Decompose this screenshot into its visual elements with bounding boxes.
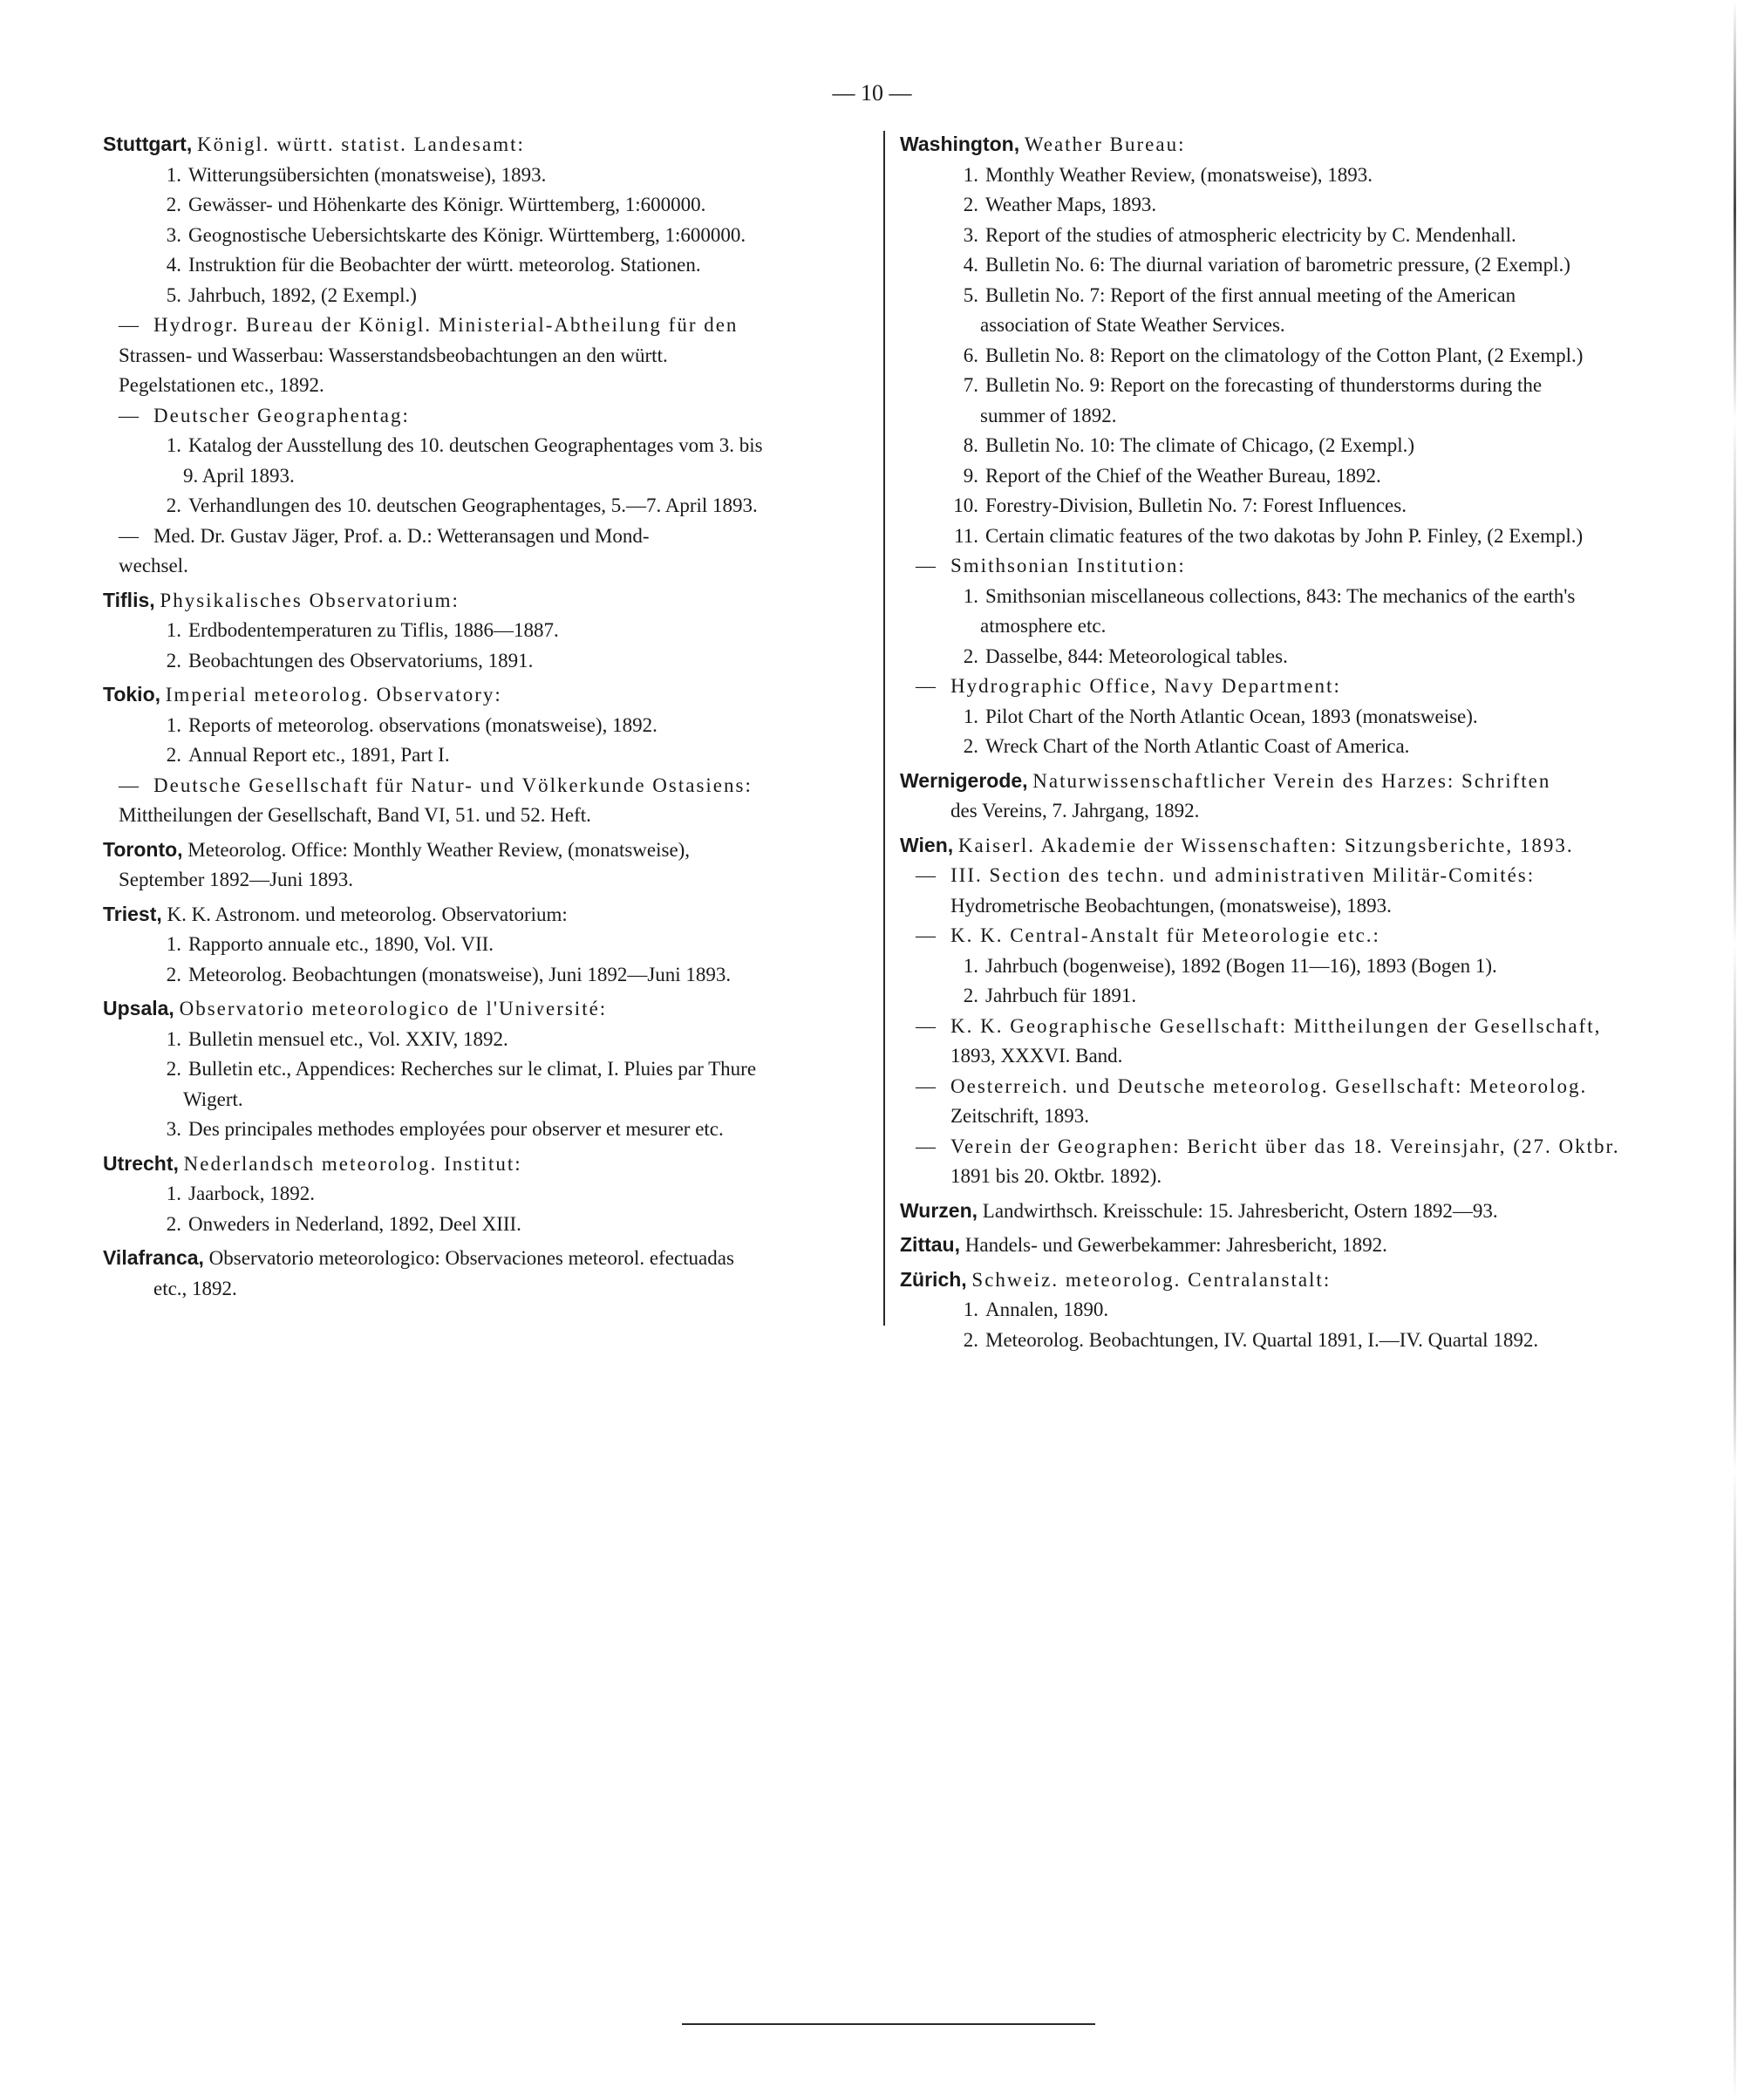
list-item: Bulletin mensuel etc., Vol. XXIV, 1892. [188,1027,508,1050]
list-item: Smithsonian miscellaneous collections, 843: The mechanics of the earth's [985,584,1576,607]
city-name: Upsala, [103,997,174,1019]
entry-upsala: Upsala, Observatorio meteorologico de l'Université: 1. Bulletin mensuel etc., Vol. XXIV, 1892. 2. Bulletin etc., Appendices: Recherches sur le climat, I. Pluies par Thure Wigert. 3. Des principales methodes employées pour observer et mesurer etc. [103,997,757,1140]
sub-entry-ostasien: — Deutsche Gesellschaft für Natur- und Völkerkunde Ostasiens: [119,774,753,796]
list-item: Katalog der Ausstellung des 10. deutschen Geographentages vom 3. bis [188,434,763,456]
list-item: Pilot Chart of the North Atlantic Ocean, 1893 (monatsweise). [985,705,1478,727]
sub-entry-hydrographic-office: — Hydrographic Office, Navy Department: [916,675,1341,697]
entry-washington: Washington, Weather Bureau: 1. Monthly Weather Review, (monatsweise), 1893. 2. Weather Maps, 1893. 3. Report of the studies of atmospheric electricity by C. Mendenhall. 4. Bulletin No. 6: The diurnal variation of barometric pressure, (2 Exempl.) 5. Bulletin No. 7: Report of the first annual meeting of the American association of State Weather Services. 6. Bulletin No. 8: Report on the climatology of the Cotton Plant, (2 Exempl.) 7. Bulletin No. 9: Report on the forecasting of thunderstorms during the summer of 1892. 8. Bulletin No. 10: The climate of Chicago, (2 Exempl.) 9. Report of the Chief of the Weather Bureau, 1892. 10. Forestry-Division, Bulletin No. 7: Forest Influences. 11. Certain climatic features of the two dakotas by John P. Finley, (2 Exempl.) — Smithsonian Institution: 1. Smithsonian miscellaneous collections, 843: The mechanics of the earth's atmosphere etc. 2. Dasselbe, 844: Meteorological tables. — Hydrographic Office, Navy Department: 1. Pilot Chart of the North Atlantic Ocean, 1893 (monatsweise). 2. Wreck Chart of the North Atlantic Coast of America. [900,129,1667,762]
sub-entry-meteorolog-gesellschaft: — Oesterreich. und Deutsche meteorolog. Gesellschaft: Meteorolog. [916,1074,1588,1097]
scan-edge [1734,0,1736,2100]
city-name: Utrecht, [103,1151,179,1175]
entry-wernigerode: Wernigerode, Naturwissenschaftlicher Verein des Harzes: Schriften des Vereins, 7. Jahrgang, 1892. [900,768,1551,822]
list-item: Annalen, 1890. [985,1299,1109,1320]
column-divider [883,131,885,1326]
list-item: Reports of meteorolog. observations (monatsweise), 1892. [188,713,657,736]
city-name: Tiflis, [103,588,155,611]
city-name: Toronto, [103,837,183,861]
list-item: Beobachtungen des Observatoriums, 1891. [188,649,534,672]
list-item: Bulletin No. 7: Report of the first annual meeting of the American [985,283,1516,306]
entry-stuttgart: Stuttgart, Königl. württ. statist. Landesamt: 1. Witterungsübersichten (monatsweise), 1893. 2. Gewässer- und Höhenkarte des Königr. Württemberg, 1:600000. 3. Geognostische Uebersichtskarte des Königr. Württemberg, 1:600000. 4. Instruktion für die Beobachter der württ. meteorolog. Stationen. 5. Jahrbuch, 1892, (2 Exempl.) — Hydrogr. Bureau der Königl. Ministerial-Abtheilung für den Strassen- und Wasserbau: Wasserstandsbeobachtungen an den württ. Pegelstationen etc., 1892. — Deutscher Geographentag: 1. Katalog der Ausstellung des 10. deutschen Geographentages vom 3. bis 9. April 1893. 2. Verhandlungen des 10. deutschen Geographentages, 5.—7. April 1893. — Med. Dr. Gustav Jäger, Prof. a. D.: Wetteransagen und Mond- wechsel. [103,129,870,582]
city-name: Zürich, [900,1267,967,1291]
list-item: Bulletin etc., Appendices: Recherches sur le climat, I. Pluies par Thure [188,1058,757,1080]
list-item: Report of the studies of atmospheric electricity by C. Mendenhall. [985,223,1516,246]
entry-zittau: Zittau, Handels- und Gewerbekammer: Jahresbericht, 1892. [900,1233,1387,1256]
list-item: Bulletin No. 10: The climate of Chicago, (2 Exempl.) [985,434,1415,456]
list-item: Annual Report etc., 1891, Part I. [188,744,450,766]
sub-entry-smithsonian: — Smithsonian Institution: [916,555,1186,576]
entry-wurzen: Wurzen, Landwirthsch. Kreisschule: 15. Jahresbericht, Ostern 1892—93. [900,1198,1498,1222]
city-name: Vilafranca, [103,1246,204,1269]
entry-triest: Triest, K. K. Astronom. und meteorolog. Observatorium: 1. Rapporto annuale etc., 1890, Vol. VII. 2. Meteorolog. Beobachtungen (monatsweise), Juni 1892—Juni 1893. [103,902,732,985]
city-name: Zittau, [900,1233,960,1256]
list-item: Forestry-Division, Bulletin No. 7: Forest Influences. [985,494,1407,516]
sub-entry-central-anstalt: — K. K. Central-Anstalt für Meteorologie etc.: [916,924,1380,946]
right-column [900,129,1667,1359]
list-item: Bulletin No. 8: Report on the climatology of the Cotton Plant, (2 Exempl.) [985,344,1584,366]
list-item: Des principales methodes employées pour observer et mesurer etc. [188,1118,724,1140]
list-item: Bulletin No. 6: The diurnal variation of barometric pressure, (2 Exempl.) [985,254,1570,276]
list-item: Instruktion für die Beobachter der württ. meteorolog. Stationen. [188,254,701,276]
list-item: Dasselbe, 844: Meteorological tables. [985,644,1288,667]
list-item: Gewässer- und Höhenkarte des Königr. Württemberg, 1:600000. [188,194,706,215]
sub-entry-section: — III. Section des techn. und administrativen Militär-Comités: [916,864,1536,886]
entry-tokio: Tokio, Imperial meteorolog. Observatory: 1. Reports of meteorolog. observations (monatsweise), 1892. 2. Annual Report etc., 1891, Part I. — Deutsche Gesellschaft für Natur- und Völkerkunde Ostasiens: Mittheilungen der Gesellschaft, Band VI, 51. und 52. Heft. [103,679,870,831]
entry-toronto: Toronto, Meteorolog. Office: Monthly Weather Review, (monatsweise), September 1892—Juni 1893. [103,837,691,890]
list-item: Meteorolog. Beobachtungen (monatsweise), Juni 1892—Juni 1893. [188,963,732,985]
sub-entry-verein-geographen: — Verein der Geographen: Bericht über das 18. Vereinsjahr, (27. Oktbr. [916,1135,1620,1157]
city-name: Washington, [900,133,1020,155]
list-item: Rapporto annuale etc., 1890, Vol. VII. [188,933,494,955]
entry-wien: Wien, Kaiserl. Akademie der Wissenschaften: Sitzungsberichte, 1893. — III. Section des techn. und administrativen Militär-Comités: Hydrometrische Beobachtungen, (monatsweise), 1893. — K. K. Central-Anstalt für Meteorologie etc.: 1. Jahrbuch (bogenweise), 1892 (Bogen 11—16), 1893 (Bogen 1). 2. Jahrbuch für 1891. — K. K. Geographische Gesellschaft: Mittheilungen der Gesellschaft, 1893, XXXVI. Band. — Oesterreich. und Deutsche meteorolog. Gesellschaft: Meteorolog. Zeitschrift, 1893. — Verein der Geographen: Bericht über das 18. Vereinsjahr, (27. Oktbr. 1891 bis 20. Oktbr. 1892). [900,830,1667,1192]
list-item: Monthly Weather Review, (monatsweise), 1893. [985,163,1373,186]
list-item: Meteorolog. Beobachtungen, IV. Quartal 1891, I.—IV. Quartal 1892. [985,1328,1539,1351]
city-name: Wien, [900,833,954,856]
sub-entry-hydrogr: — Hydrogr. Bureau der Königl. Ministerial-Abtheilung für den [119,314,739,336]
entry-zuerich: Zürich, Schweiz. meteorolog. Centralanstalt: 1. Annalen, 1890. 2. Meteorolog. Beobachtungen, IV. Quartal 1891, I.—IV. Quartal 1892. [900,1267,1539,1351]
list-item: Bulletin No. 9: Report on the forecasting of thunderstorms during the [985,374,1543,396]
list-item: Onweders in Nederland, 1892, Deel XIII. [188,1212,521,1235]
entry-utrecht: Utrecht, Nederlandsch meteorolog. Institut: 1. Jaarbock, 1892. 2. Onweders in Nederland, 1892, Deel XIII. [103,1151,522,1235]
sub-entry-geographentag: — Deutscher Geographentag: [119,404,410,426]
list-item: Witterungsübersichten (monatsweise), 1893. [188,163,547,186]
list-item: Weather Maps, 1893. [985,194,1157,215]
sub-entry-geographische-gesellschaft: — K. K. Geographische Gesellschaft: Mittheilungen der Gesellschaft, [916,1014,1602,1037]
list-item: Certain climatic features of the two dakotas by John P. Finley, (2 Exempl.) [985,524,1584,547]
list-item: Erdbodentemperaturen zu Tiflis, 1886—1887. [188,619,559,641]
city-name: Wurzen, [900,1198,978,1222]
entry-vilafranca: Vilafranca, Observatorio meteorologico: Observaciones meteorol. efectuadas etc., 1892. [103,1246,734,1299]
city-name: Tokio, [103,683,161,706]
page-number: — 10 — [832,80,912,106]
list-item: Verhandlungen des 10. deutschen Geographentages, 5.—7. April 1893. [188,494,758,516]
list-item: Jahrbuch für 1891. [985,985,1137,1006]
list-item: Jaarbock, 1892. [188,1183,315,1204]
sub-entry-jaeger: — Med. Dr. Gustav Jäger, Prof. a. D.: Wetteransagen und Mond- [119,524,650,547]
city-name: Triest, [103,902,162,925]
list-item: Report of the Chief of the Weather Bureau, 1892. [985,464,1381,487]
city-name: Wernigerode, [900,768,1028,792]
list-item: Jahrbuch (bogenweise), 1892 (Bogen 11—16), 1893 (Bogen 1). [985,954,1497,977]
left-column [103,129,870,1307]
city-name: Stuttgart, [103,133,193,155]
list-item: Geognostische Uebersichtskarte des Königr. Württemberg, 1:600000. [188,223,746,246]
list-item: Wreck Chart of the North Atlantic Coast of America. [985,735,1410,757]
entry-tiflis: Tiflis, Physikalisches Observatorium: 1. Erdbodentemperaturen zu Tiflis, 1886—1887. 2. Beobachtungen des Observatoriums, 1891. [103,588,559,672]
list-item: Jahrbuch, 1892, (2 Exempl.) [188,283,417,306]
closing-rule [682,2023,1095,2025]
